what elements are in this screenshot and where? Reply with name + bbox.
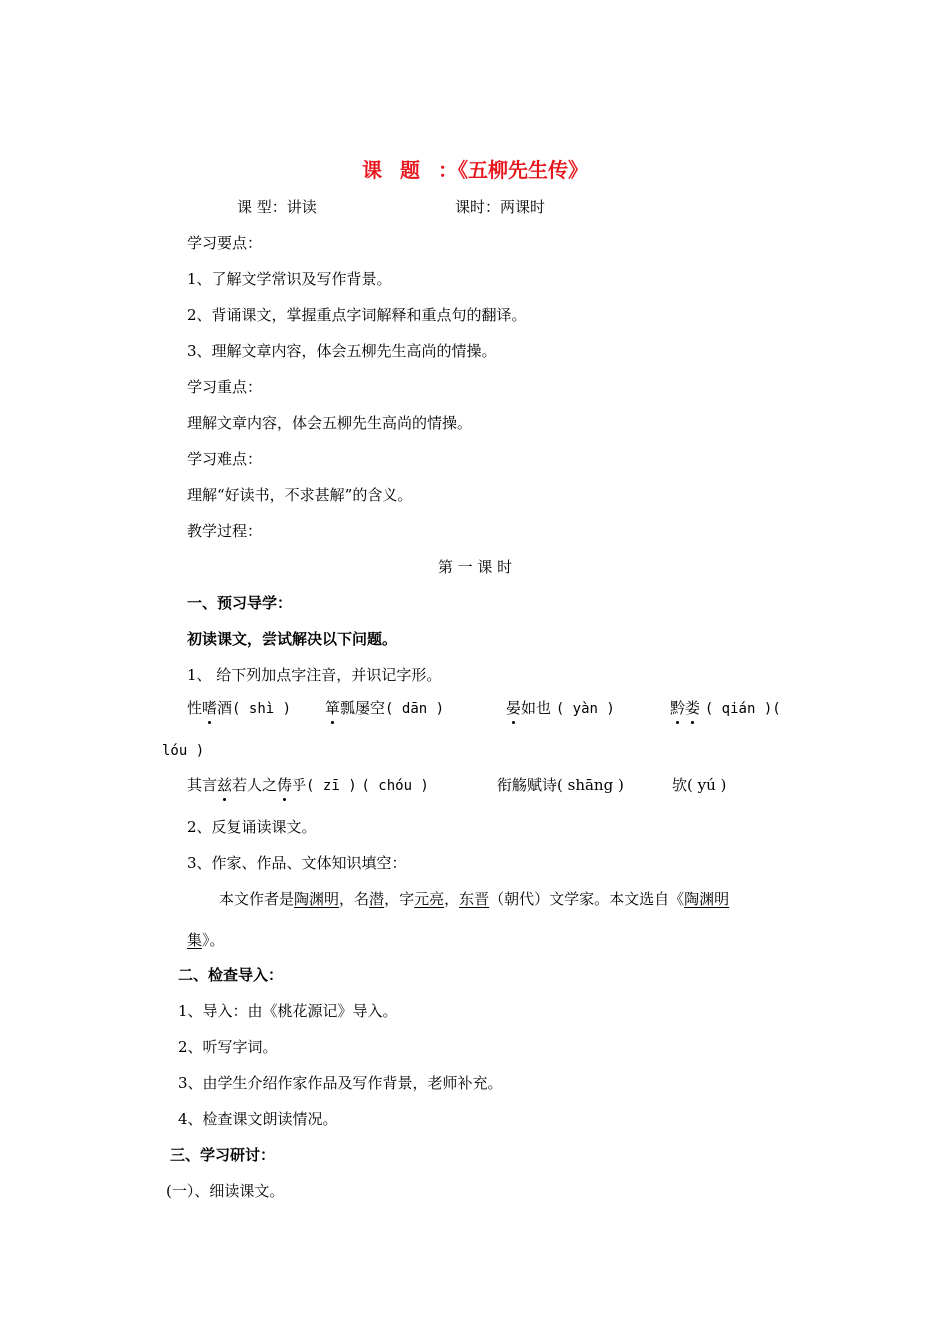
- pinyin-item-shang: 衔觞赋诗( shāng ): [497, 776, 624, 794]
- dotted-char: 娄: [685, 699, 701, 717]
- lesson-title: [0, 157, 950, 183]
- pinyin-item-dan: 箪瓢屡空( dān ): [325, 699, 445, 717]
- dotted-char: 箪: [325, 699, 341, 717]
- lesson-type: 课 型：讲读: [237, 198, 317, 216]
- pinyin-item-yan: 晏如也 ( yàn ): [506, 699, 615, 717]
- dotted-char: 晏: [506, 699, 522, 717]
- answer-source: 陶渊明: [684, 890, 730, 908]
- answer-author: 陶渊明: [294, 890, 340, 908]
- dotted-char: 嗜: [202, 699, 218, 717]
- dotted-char: 兹: [217, 776, 233, 794]
- lesson-hours: 课时：两课时: [455, 198, 546, 216]
- key-heading: 学习重点：: [187, 378, 263, 396]
- difficult-text: 理解“好读书，不求甚解”的含义。: [187, 486, 413, 504]
- title-ti: 题: [400, 158, 420, 182]
- dotted-char: 俦: [277, 776, 293, 794]
- answer-courtesy-name: 元亮: [414, 890, 445, 908]
- process-heading: 教学过程：: [187, 522, 263, 540]
- point-item: 3、理解文章内容，体会五柳先生高尚的情操。: [187, 342, 497, 360]
- pinyin-item-shi: 性嗜酒( shì ): [187, 699, 292, 717]
- section1-intro: 初读课文，尝试解决以下问题。: [187, 630, 398, 648]
- section2-item: 3、由学生介绍作家作品及写作背景，老师补充。: [178, 1074, 503, 1092]
- pinyin-continuation: lóu ): [162, 743, 205, 759]
- title-colon: ：: [438, 158, 458, 182]
- pinyin-item-yu: 欤( yú ): [672, 776, 727, 794]
- fill-in-line-1: 本文作者是陶渊明，名潜，字元亮，东晋（朝代）文学家。本文选自《陶渊明: [219, 890, 730, 908]
- answer-dynasty: 东晋: [459, 890, 490, 908]
- section2-heading: 二、检查导入：: [178, 966, 284, 984]
- pinyin-item-qian: [670, 698, 781, 719]
- pinyin: ( qián )(: [704, 701, 781, 717]
- point-item: 2、背诵课文，掌握重点字词解释和重点句的翻译。: [187, 306, 527, 324]
- point-item: 1、了解文学常识及写作背景。: [187, 270, 392, 288]
- section2-item: 1、导入：由《桃花源记》导入。: [178, 1002, 398, 1020]
- section1-heading: 一、预习导学：: [187, 594, 293, 612]
- pinyin: ( yàn ): [555, 701, 615, 717]
- title-ke: 课: [362, 158, 382, 182]
- question-1: 1、 给下列加点字注音，并识记字形。: [187, 666, 442, 684]
- section2-item: 4、检查课文朗读情况。: [178, 1110, 338, 1128]
- pinyin-item-zi-chou: 其言兹若人之俦乎( zī ) ( chóu ): [187, 776, 429, 794]
- pinyin: ( chóu ): [361, 778, 429, 794]
- answer-given-name: 潜: [369, 890, 385, 908]
- key-text: 理解文章内容，体会五柳先生高尚的情操。: [187, 414, 473, 432]
- period-heading: 第 一 课 时: [437, 558, 513, 576]
- points-heading: 学习要点：: [187, 234, 263, 252]
- title-name: 《五柳先生传》: [458, 158, 588, 182]
- pinyin: ( dān ): [385, 701, 445, 717]
- dotted-char: 黔: [670, 699, 686, 717]
- question-3: 3、作家、作品、文体知识填空：: [187, 854, 407, 872]
- pinyin: 乎( zī ): [292, 778, 357, 794]
- difficult-heading: 学习难点：: [187, 450, 263, 468]
- section2-item: 2、听写字词。: [178, 1038, 278, 1056]
- fill-in-line-2: 集》。: [187, 931, 225, 949]
- section3-heading: 三、学习研讨：: [170, 1146, 276, 1164]
- question-2: 2、反复诵读课文。: [187, 818, 317, 836]
- pinyin: ( shì ): [232, 701, 292, 717]
- answer-source-end: 集: [187, 931, 203, 949]
- section3-sub: (一）、细读课文。: [166, 1182, 285, 1200]
